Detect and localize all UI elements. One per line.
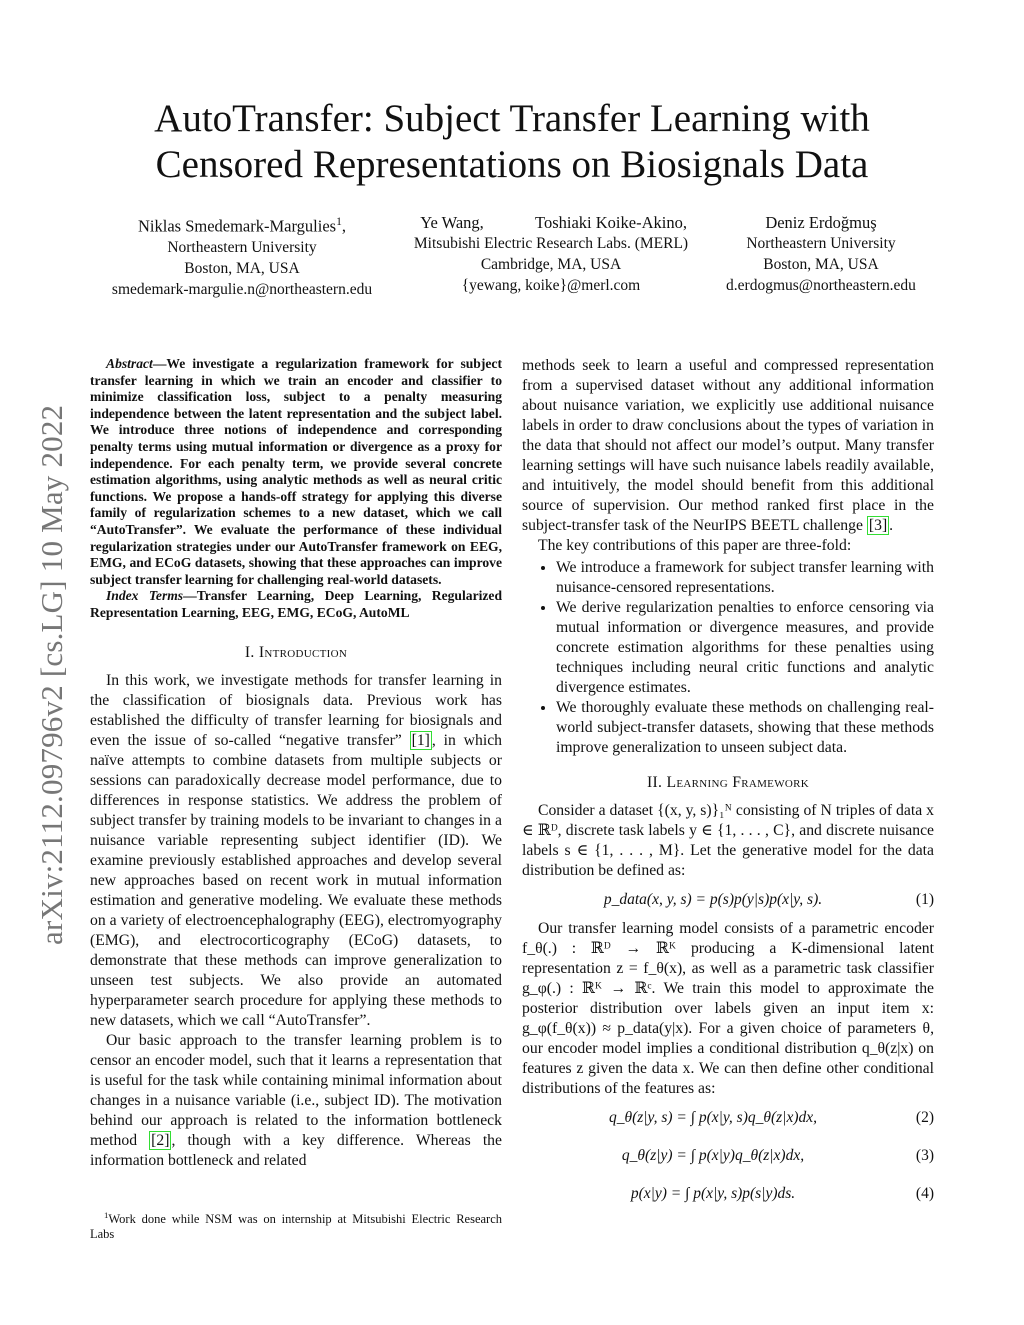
index-terms-text: —Transfer Learning, Deep Learning, Regularized Representation Learning, EEG, EMG, ECoG, AutoML [90,588,503,620]
author-location: Cambridge, MA, USA [480,256,622,273]
citation-link[interactable]: [3] [868,517,888,534]
author-location: Boston, MA, USA [763,256,879,273]
author-name: Ye Wang, [420,213,484,232]
equation-body: q_θ(z|y) = ∫ p(x|y)q_θ(z|x)dx, [621,1147,805,1164]
footnote [90,1208,502,1242]
abstract-text: —We investigate a regularization framework for subject transfer learning in which we train an encoder and classifier to minimize classification loss, subject to a penalty measuring independence between the latent representation and the subject label. We introduce three notions of independence and corresponding penalty terms using mutual information or divergence as a proxy for independence. For each penalty term, we provide several concrete estimation algorithms, using analytic methods as well as neural critic functions. We propose a hands-off strategy for applying this diverse family of regularization schemes to a new dataset, which we call “AutoTransfer”. We evaluate the performance of these individual regularization strategies under our AutoTransfer framework on EEG, EMG, and ECoG datasets, showing that these approaches can improve subject transfer learning for challenging real-world datasets. [90,356,502,587]
contributions-intro: The key contributions of this paper are three-fold: [538,537,852,554]
section-title: Introduction [258,643,348,661]
author-email: smedemark-margulie.n@northeastern.edu [111,280,373,298]
citation-link[interactable]: [1] [411,731,430,749]
title-line-1: AutoTransfer: Subject Transfer Learning with [154,97,870,140]
author-name: Niklas Smedemark-Margulies [137,216,337,236]
list-item: • We thoroughly evaluate these methods on challenging real-world subject-transfer datasets, showing that these methods improve generalization to unseen subject data. [556,698,934,758]
contributions-list [522,558,934,758]
equation-body: p_data(x, y, s) = p(s)p(y|s)p(x|y, s). [603,891,823,908]
equation-1 [522,881,934,919]
intro-text: . [889,517,894,534]
equation-number: (1) [915,891,934,908]
citation-link[interactable]: [2] [151,1131,170,1149]
author-block-1 [104,212,380,300]
author-block-3 [396,212,706,296]
abstract-paragraph [90,356,502,588]
intro-paragraph-1 [90,671,502,1031]
abstract-label: Abstract [106,356,153,371]
author-affiliation: Northeastern University [167,238,317,256]
footnote-mark: 1 [104,1210,109,1220]
equation-body: q_θ(z|y, s) = ∫ p(x|y, s)q_θ(z|x)dx, [608,1109,817,1126]
intro-paragraph-2-continued [522,356,934,536]
author-email: d.erdogmus@northeastern.edu [726,277,916,294]
left-column [90,356,502,1171]
equation-2 [522,1099,934,1137]
author-name-suffix: , [341,216,347,236]
author-affiliation: Mitsubishi Electric Research Labs. (MERL) [413,235,689,252]
title-line-2: Censored Representations on Biosignals Data [155,143,869,186]
paper-title [0,96,1024,188]
author-name: Toshiaki Koike-Akino, [535,213,687,232]
list-item: • We derive regularization penalties to enforce censoring via mutual information or divergence measures, and provide concrete estimation algorithms for these penalties using techniques including neural critic functions and analytic divergence estimates. [556,598,934,698]
equation-number: (2) [915,1109,934,1126]
equation-number: (4) [915,1185,934,1202]
section-number: II. [646,774,663,791]
author-block-4 [716,212,926,296]
author-footnote-mark: 1 [336,216,342,228]
section-title: Learning Framework [666,774,810,791]
right-column [522,356,934,1213]
equation-3 [522,1137,934,1175]
equation-body: p(x|y) = ∫ p(x|y, s)p(s|y)ds. [630,1185,796,1202]
list-item: • We introduce a framework for subject transfer learning with nuisance-censored representations. [556,558,934,598]
intro-text: Our basic approach to the transfer learning problem is to censor an encoder model, such that it learns a representation that is useful for the task while containing minimal information about changes in a nuisance variable (i.e., subject ID). The motivation behind our approach is related to the information bottleneck method [90,1031,502,1149]
intro-text: In this work, we investigate methods for transfer learning in the classification of biosignals data. Previous work has established the difficulty of transfer learning for biosignals and even the issue of so-called “negative transfer” [90,671,502,749]
framework-paragraph-1: Consider a dataset {(x, y, s)}₁ᴺ consisting of N triples of data x ∈ ℝᴰ, discrete task labels y ∈ {1, . . . , C}, and discrete nuisance labels s ∈ {1, . . . , M}. Let the generative model for the data distribution be defined as: [522,802,934,879]
equation-4 [522,1175,934,1213]
author-email: {yewang, koike}@merl.com [461,277,641,294]
author-location: Boston, MA, USA [184,259,300,277]
intro-text: , though with a key difference. Whereas the information bottleneck and related [90,1131,502,1169]
equation-number: (3) [915,1147,934,1164]
intro-text: , in which naïve attempts to combine datasets from multiple subjects or sessions can paradoxically decrease model performance, due to differences in response statistics. We address the problem of subject transfer by training models to be invariant to changes in a nuisance variable representing subject identifier (ID). We examine previously established approaches and develop several new approaches based on recent work in mutual information estimation and generative modeling. We evaluate these methods on a variety of electroencephalography (EEG), electromyography (EMG), and electrocorticography (ECoG) datasets, to demonstrate that these methods can improve generalization to unseen test subjects. We also provide an automated hyperparameter search procedure for applying these methods to new datasets, which we call “AutoTransfer”. [90,731,503,1029]
framework-paragraph-2: Our transfer learning model consists of a parametric encoder f_θ(.) : ℝᴰ → ℝᴷ producing a K-dimensional latent representation z = f_θ(x), as well as a parametric task classifier g_φ(.) : ℝᴷ → ℝᶜ. We train this model to approximate the posterior distribution over labels given an input item x: g_φ(f_θ(x)) ≈ p_data(y|x). For a given choice of parameters θ, our encoder model implies a conditional distribution q_θ(z|x) on features z given the data x. We can then define other conditional distributions of the features as: [522,920,934,1097]
arxiv-identifier: arXiv:2112.09796v2 [cs.LG] 10 May 2022 [34,404,69,945]
intro-text: methods seek to learn a useful and compressed representation from a supervised dataset without any additional information about nuisance variation, we explicitly use additional nuisance labels in order to draw conclusions about the types of variation in the data that should not affect our model’s output. Many transfer learning settings will have such nuisance labels readily available, and intuitively, the model should benefit from this additional source of supervision. Our method ranked first place in the subject-transfer task of the NeurIPS BEETL challenge [522,357,934,534]
abstract [90,356,502,622]
footnote-text: Work done while NSM was on internship at Mitsubishi Electric Research Labs [90,1212,502,1242]
author-affiliation: Northeastern University [746,235,896,252]
index-terms-label: Index Terms [106,588,184,604]
author-name: Deniz Erdoğmuş [765,213,877,232]
section-heading-introduction [90,644,502,662]
index-terms [90,588,502,621]
section-heading-learning-framework [522,774,934,792]
section-number: I. [244,643,255,661]
intro-paragraph-2 [90,1031,502,1171]
